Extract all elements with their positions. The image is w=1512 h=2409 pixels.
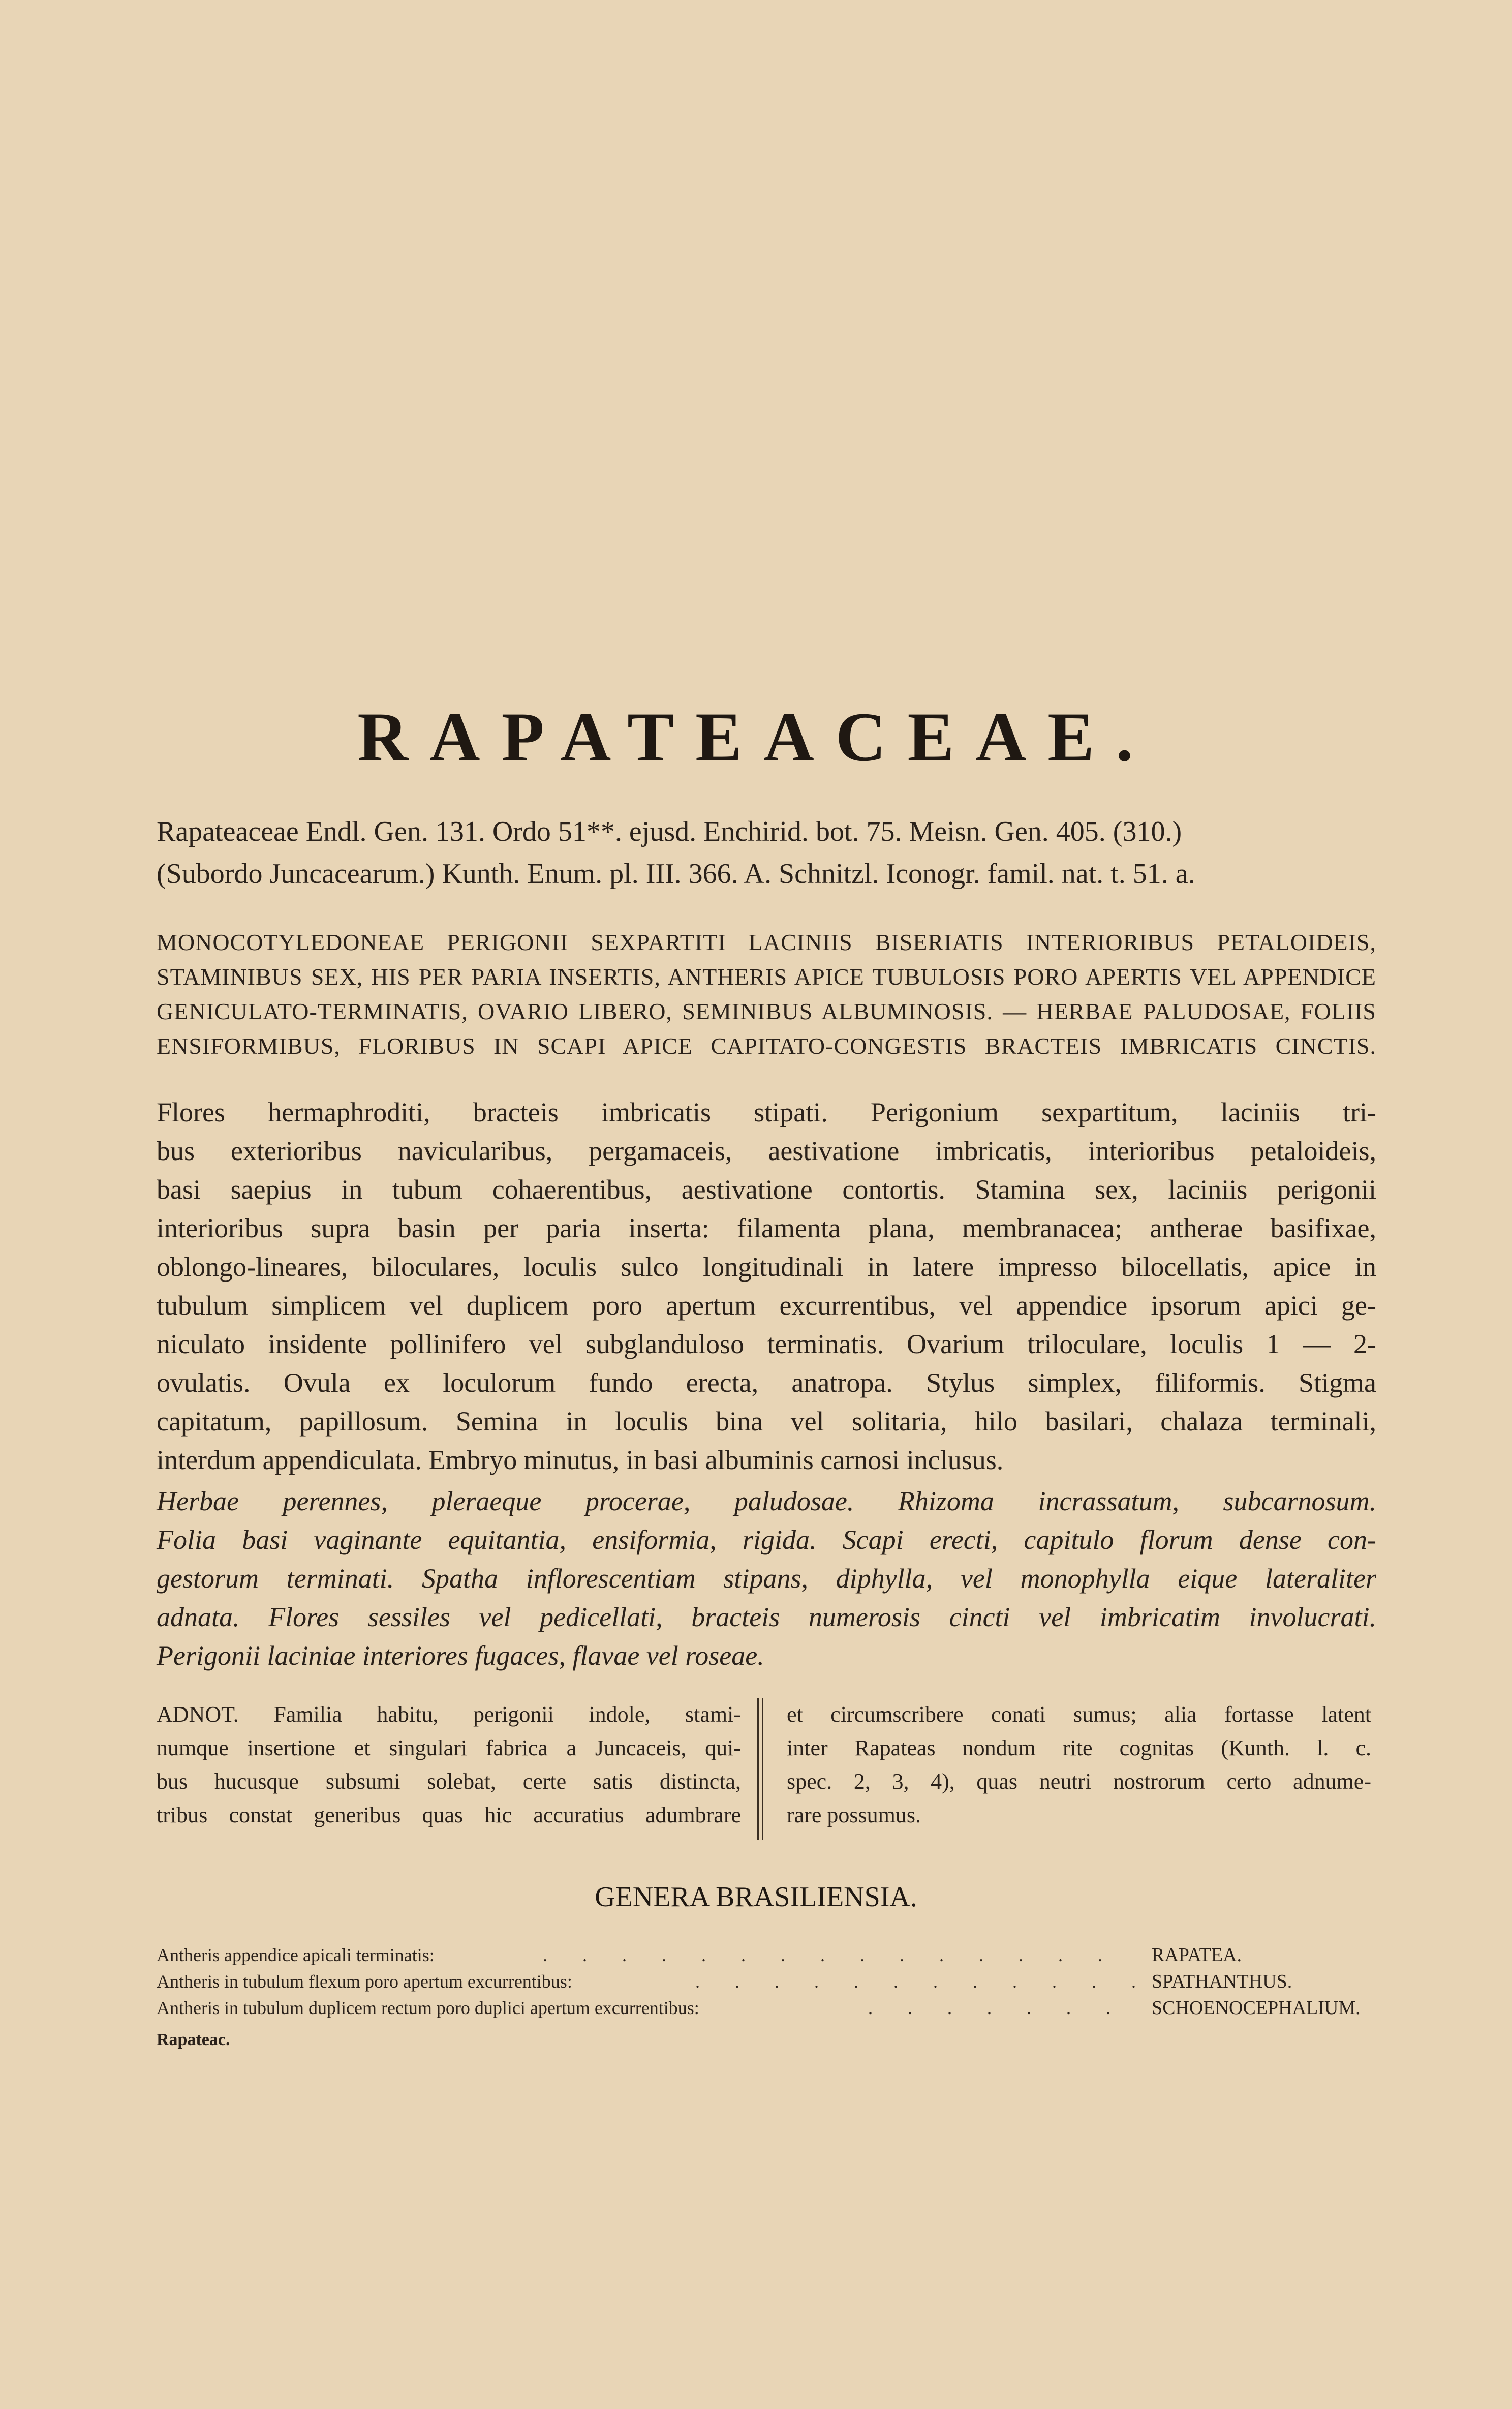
adnotation-line: inter Rapateas nondum rite cognitas (Kunth. l. c.	[787, 1735, 1371, 1760]
genera-key	[157, 1942, 1376, 2021]
genus-name: RAPATEA.	[1152, 1944, 1242, 1966]
genera-heading: GENERA BRASILIENSIA.	[595, 1881, 917, 1913]
habit-line: Herbae perennes, pleraeque procerae, paludosae. Rhizoma incrassatum, subcarnosum.	[157, 1486, 1376, 1516]
adnotation-line: ADNOT. Familia habitu, perigonii indole, stami-	[157, 1702, 741, 1727]
diagnosis-line: ENSIFORMIBUS, FLORIBUS IN SCAPI APICE CAPITATO-CONGESTIS BRACTEIS IMBRICATIS CINCTIS.	[157, 1033, 1376, 1059]
leader-dots: . . . . . . .	[868, 1998, 1126, 2018]
description-line: ovulatis. Ovula ex loculorum fundo erecta, anatropa. Stylus simplex, filiformis. Stigma	[157, 1367, 1376, 1398]
description-line: interioribus supra basin per paria inserta: filamenta plana, membranacea; antherae basifixae,	[157, 1213, 1376, 1243]
habit-line: Perigonii laciniae interiores fugaces, flavae vel roseae.	[157, 1640, 764, 1671]
synonymy-line: Rapateaceae Endl. Gen. 131. Ordo 51**. ejusd. Enchirid. bot. 75. Meisn. Gen. 405. (310.)	[157, 816, 1182, 847]
habit-line: adnata. Flores sessiles vel pedicellati, bracteis numerosis cincti vel imbricatim involucrati.	[157, 1602, 1376, 1632]
adnotation-block	[157, 1698, 1376, 1845]
adnotation-line: bus hucusque subsumi solebat, certe satis distincta,	[157, 1769, 741, 1794]
description-line: interdum appendiculata. Embryo minutus, in basi albuminis carnosi inclusus.	[157, 1445, 1004, 1475]
diagnosis-block	[157, 925, 1376, 1063]
key-character: Antheris appendice apicali terminatis:	[157, 1945, 435, 1965]
description-line: niculato insidente pollinifero vel subglanduloso terminatis. Ovarium triloculare, loculis 1 — 2-	[157, 1329, 1376, 1359]
habit-line: gestorum terminati. Spatha inflorescentiam stipans, diphylla, vel monophylla eique lateraliter	[157, 1563, 1376, 1594]
synonymy-block	[157, 811, 1376, 895]
adnotation-right-column	[787, 1698, 1371, 1832]
diagnosis-line: STAMINIBUS SEX, HIS PER PARIA INSERTIS, ANTHERIS APICE TUBULOSIS PORO APERTIS VEL APPENDICE	[157, 964, 1376, 990]
description-line: capitatum, papillosum. Semina in loculis bina vel solitaria, hilo basilari, chalaza terminali,	[157, 1406, 1376, 1437]
leader-dots: . . . . . . . . . . . . . . .	[543, 1945, 1118, 1965]
leader-dots: . . . . . . . . . . . .	[695, 1971, 1151, 1992]
adnotation-line: rare possumus.	[787, 1803, 921, 1827]
key-character: Antheris in tubulum flexum poro apertum excurrentibus:	[157, 1971, 572, 1992]
adnotation-line: et circumscribere conati sumus; alia fortasse latent	[787, 1702, 1371, 1727]
genus-name: SPATHANTHUS.	[1152, 1971, 1292, 1992]
diagnosis-line: MONOCOTYLEDONEAE PERIGONII SEXPARTITI LACINIIS BISERIATIS INTERIORIBUS PETALOIDEIS,	[157, 929, 1376, 955]
adnotation-line: numque insertione et singulari fabrica a Juncaceis, qui-	[157, 1735, 741, 1760]
family-title: RAPATEACEAE.	[357, 698, 1155, 776]
key-row	[157, 1968, 1376, 1995]
key-row	[157, 1995, 1376, 2021]
description-line: bus exterioribus navicularibus, pergamaceis, aestivatione imbricatis, interioribus petaloideis,	[157, 1136, 1376, 1166]
key-character: Antheris in tubulum duplicem rectum poro duplici apertum excurrentibus:	[157, 1998, 699, 2018]
adnotation-left-column	[157, 1698, 741, 1832]
synonymy-line: (Subordo Juncacearum.) Kunth. Enum. pl. III. 366. A. Schnitzl. Iconogr. famil. nat. t. 51. a.	[157, 858, 1195, 890]
key-row	[157, 1942, 1376, 1968]
adnotation-line: tribus constat generibus quas hic accuratius adumbrare	[157, 1803, 741, 1827]
description-line: oblongo-lineares, biloculares, loculis sulco longitudinali in latere impresso bilocellatis, apice in	[157, 1252, 1376, 1282]
description-paragraph	[157, 1093, 1376, 1479]
genus-name: SCHOENOCEPHALIUM.	[1152, 1997, 1361, 2019]
description-line: Flores hermaphroditi, bracteis imbricatis stipati. Perigonium sexpartitum, laciniis tri-	[157, 1097, 1376, 1127]
habit-paragraph	[157, 1482, 1376, 1675]
description-line: tubulum simplicem vel duplicem poro apertum excurrentibus, vel appendice ipsorum apici ge-	[157, 1290, 1376, 1321]
column-divider	[757, 1698, 763, 1840]
diagnosis-line: GENICULATO-TERMINATIS, OVARIO LIBERO, SEMINIBUS ALBUMINOSIS. — HERBAE PALUDOSAE, FOLIIS	[157, 998, 1376, 1024]
adnotation-line: spec. 2, 3, 4), quas neutri nostrorum certo adnume-	[787, 1769, 1371, 1794]
description-line: basi saepius in tubum cohaerentibus, aestivatione contortis. Stamina sex, laciniis perigonii	[157, 1174, 1376, 1205]
habit-line: Folia basi vaginante equitantia, ensiformia, rigida. Scapi erecti, capitulo florum dense con-	[157, 1524, 1376, 1555]
signature-mark: Rapateac.	[157, 2030, 230, 2049]
